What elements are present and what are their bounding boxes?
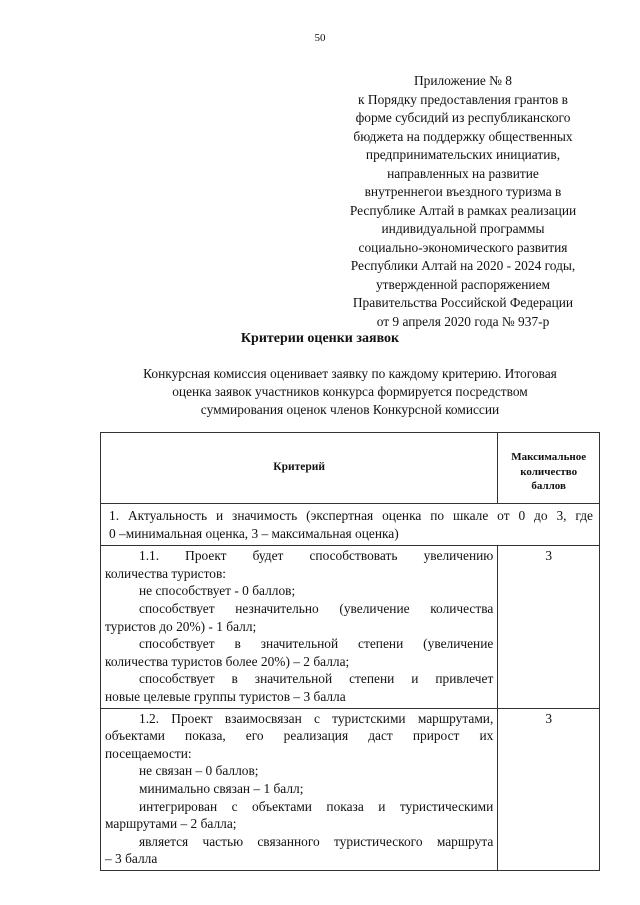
criterion-line: минимально связан – 1 балл; [139,780,304,796]
intro-line: оценка заявок участников конкурса формируется посредством [172,384,528,399]
max-score-cell: 3 [498,546,600,708]
section-line: 1. Актуальность и значимость (экспертная оценка по шкале от 0 до 3, где [109,508,593,523]
criterion-line: является частью связанного туристического маршрута [139,833,494,849]
criterion-cell [101,708,498,870]
appendix-line: социально-экономического развития [358,239,568,255]
criterion-line: способствует незначительно (увеличение количества [139,600,494,616]
appendix-line: бюджета на поддержку общественных [353,128,573,144]
appendix-line: индивидуальной программы [381,221,545,236]
criterion-line: не связан – 0 баллов; [139,763,259,779]
appendix-line: предпринимательских инициатив, [365,147,561,162]
appendix-line: Правительства Российской Федерации [352,295,574,310]
table-row [101,546,600,708]
appendix-line: Приложение № 8 [413,73,513,88]
section-line: 0 –минимальная оценка, 3 – максимальная оценка) [109,525,399,541]
criterion-line: количества туристов: [105,565,227,581]
header-max-score [498,433,600,504]
appendix-line: к Порядку предоставления грантов в [358,91,568,107]
appendix-line: внутреннегои въездного туризма в [364,184,562,199]
intro-line: Конкурсная комиссия оценивает заявку по каждому критерию. Итоговая [143,366,557,381]
criterion-line: посещаемости: [105,745,192,761]
section-row [101,504,600,546]
criterion-line: объектами показа, его реализация даст прирост их [105,728,494,744]
criterion-line: 1.2. Проект взаимосвязан с туристскими маршрутами, [139,710,494,726]
page-number: 50 [314,32,326,44]
intro-line: суммирования оценок членов Конкурсной комиссии [200,402,500,417]
criterion-line: новые целевые группы туристов – 3 балла [105,688,346,704]
appendix-line: направленных на развитие [387,165,539,181]
criteria-table [100,432,600,871]
appendix-line: от 9 апреля 2020 года № 937-р [376,313,550,329]
criterion-line: не способствует - 0 баллов; [139,583,296,599]
intro-paragraph [100,365,600,419]
max-score-cell: 3 [498,708,600,870]
appendix-line: Республике Алтай в рамках реализации [349,202,577,218]
appendix-line: утвержденной распоряжением [375,276,551,292]
header-criterion: Критерий [101,433,498,504]
criterion-line: – 3 балла [105,851,158,867]
header-max-line: баллов [531,480,566,493]
table-header-row [101,433,600,504]
criterion-line: способствует в значительной степени (увеличение [139,636,494,652]
appendix-line: форме субсидий из республиканского [355,110,571,125]
header-max-line: количество [520,465,578,478]
criterion-line: способствует в значительной степени и привлечет [139,671,494,687]
document-title: Критерии оценки заявок [240,331,400,346]
table-row [101,708,600,870]
criterion-cell [101,546,498,708]
appendix-line: Республики Алтай на 2020 - 2024 годы, [350,258,576,273]
criterion-line: туристов до 20%) - 1 балл; [105,618,257,634]
section-heading [101,504,600,546]
appendix-block [332,72,594,331]
criterion-line: интегрирован с объектами показа и туристическими [139,798,494,814]
criterion-line: 1.1. Проект будет способствовать увеличению [139,548,494,564]
criterion-line: количества туристов более 20%) – 2 балла; [105,653,350,669]
criterion-line: маршрутами – 2 балла; [105,816,237,832]
header-max-line: Максимальное [511,451,587,464]
